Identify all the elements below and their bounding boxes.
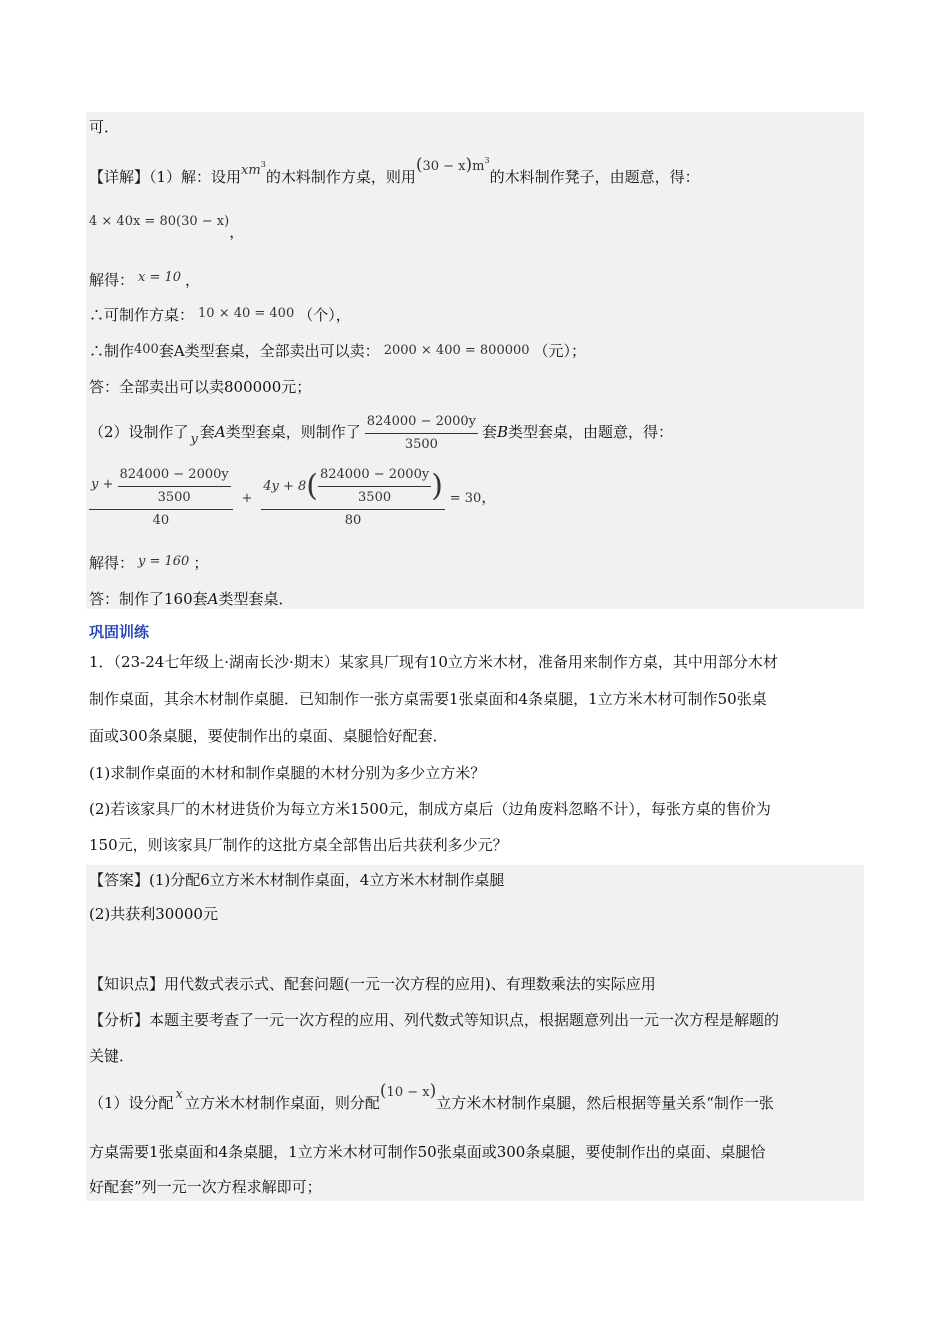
text: 答：全部卖出可以卖800000元； <box>89 378 312 396</box>
text: 的木料制作方桌，则用 <box>265 168 416 186</box>
math-10-x <box>379 1081 437 1101</box>
text: ， <box>481 488 497 506</box>
math-text: y + <box>91 477 114 492</box>
text: （个）， <box>298 306 351 324</box>
math-text: 2000 × 400 = 800000 <box>383 343 530 358</box>
text: （2）设制作了 <box>89 423 189 441</box>
math-text: 10 × 40 = 400 <box>198 306 295 321</box>
math-text: + <box>241 491 253 506</box>
question-2-line-2: 150元，则该家具厂制作的这批方桌全部售出后共获利多少元？ <box>89 836 508 854</box>
analysis-line-3 <box>89 1081 774 1115</box>
text: ， <box>229 223 245 241</box>
text: 套 <box>199 423 215 441</box>
text: ∴可制作方桌： <box>89 306 195 324</box>
fraction-denominator: 3500 <box>404 436 438 452</box>
solution-line-10 <box>89 553 208 575</box>
problem-line-2: 制作桌面，其余木材制作桌腿．已知制作一张方桌需要1张桌面和4条桌腿，1立方米木材可制作50张桌 <box>89 690 767 708</box>
text: 立方米木材制作桌面，则分配 <box>184 1094 380 1112</box>
text: 可． <box>89 118 120 136</box>
text: 套A类型套桌，全部卖出可以卖： <box>158 342 380 360</box>
paren: ( <box>379 1081 387 1101</box>
analysis-line-4: 方桌需要1张桌面和4条桌腿，1立方米木材可制作50张桌面或300条桌腿，要使制作出的桌面、桌腿恰 <box>89 1143 766 1161</box>
answer-2: (2)共获利30000元 <box>89 905 218 923</box>
math-text: = 30 <box>449 491 482 506</box>
solution-line-6 <box>89 341 586 363</box>
analysis-line-5: 好配套”列一元一次方程求解即可； <box>89 1178 322 1196</box>
math-text: 4 × 40x = 80(30 − x) <box>89 214 230 229</box>
solution-line-2 <box>89 155 700 189</box>
math-unit: m <box>472 159 485 174</box>
text: 【详解】（1）解：设用 <box>89 168 242 186</box>
math-30-x-m3 <box>415 155 490 175</box>
text: 的木料制作凳子，由题意，得： <box>489 168 700 186</box>
fraction-1-numerator <box>89 466 233 510</box>
text: ∴制作 <box>89 342 135 360</box>
text: ， <box>185 271 201 289</box>
solution-line-4 <box>89 270 200 292</box>
fraction <box>365 413 478 454</box>
math-text: x = 10 <box>138 270 182 285</box>
solution-line-11 <box>89 589 294 609</box>
fraction-2 <box>261 466 445 530</box>
problem-line-3: 面或300条桌腿，要使制作出的桌面、桌腿恰好配套． <box>89 727 448 745</box>
math-text: y <box>190 432 198 447</box>
text: 解得： <box>89 271 135 289</box>
inner-fraction-1 <box>118 466 231 507</box>
solution-line-7 <box>89 377 311 397</box>
text: 解得： <box>89 554 135 572</box>
paren: ( <box>415 155 423 175</box>
text: 套 <box>482 423 498 441</box>
paren: ) <box>431 468 443 504</box>
fraction-numerator: 824000 − 2000y <box>365 413 478 434</box>
math-text: x <box>175 1087 183 1102</box>
inner-fraction-2 <box>318 466 431 507</box>
text: （1）设分配 <box>89 1094 174 1112</box>
text: 立方米木材制作桌腿，然后根据等量关系“制作一张 <box>436 1094 774 1112</box>
math-sup: 3 <box>260 160 266 169</box>
paren: ) <box>429 1081 437 1101</box>
text: 类型套桌． <box>218 590 294 608</box>
analysis-line-2: 关键． <box>89 1047 135 1065</box>
fraction-1-denominator: 40 <box>152 513 170 528</box>
math-text: 10 − x <box>386 1085 430 1100</box>
fraction-2-numerator <box>261 466 445 510</box>
text: 类型套桌，则制作了 <box>225 423 361 441</box>
analysis-line-1: 【分析】本题主要考查了一元一次方程的应用、列代数式等知识点，根据题意列出一元一次方程是解题的 <box>89 1011 780 1029</box>
equation-1 <box>89 210 245 241</box>
paren: ) <box>465 155 473 175</box>
math-text: xm <box>241 163 261 178</box>
text: B <box>497 423 509 441</box>
knowledge-points: 【知识点】用代数式表示式、配套问题(一元一次方程的应用)、有理数乘法的实际应用 <box>89 975 656 993</box>
fraction-numerator: 824000 − 2000y <box>318 466 431 487</box>
fraction-numerator: 824000 − 2000y <box>118 466 231 487</box>
text: 答：制作了160套 <box>89 590 208 608</box>
math-text: 4y + 8 <box>263 479 307 494</box>
problem-line-1: 1．（23-24七年级上·湖南长沙·期末）某家具厂现有10立方米木材，准备用来制作方桌，其中用部分木材 <box>89 653 778 671</box>
text: （元）； <box>533 342 587 360</box>
text: ； <box>193 554 209 572</box>
question-2-line-1: (2)若该家具厂的木材进货价为每立方米1500元，制成方桌后（边角废料忽略不计），每张方桌的售价为 <box>89 800 771 818</box>
text: A <box>207 590 219 608</box>
paren: ( <box>306 468 318 504</box>
answer-1: 【答案】(1)分配6立方米木材制作桌面，4立方米木材制作桌腿 <box>89 871 505 889</box>
section-title: 巩固训练 <box>89 623 150 641</box>
fraction-denominator: 3500 <box>358 490 392 505</box>
math-text: y = 160 <box>138 554 190 569</box>
solution-line-1 <box>89 117 119 137</box>
math-text: 30 − x <box>422 159 466 174</box>
text: A <box>214 423 226 441</box>
fraction-2-denominator: 80 <box>344 513 362 528</box>
equation-2 <box>89 466 496 530</box>
text: 类型套桌，由题意，得： <box>508 423 674 441</box>
math-xm3 <box>241 160 266 178</box>
solution-line-5 <box>89 305 351 327</box>
math-sup: 3 <box>484 156 490 165</box>
solution-line-8 <box>89 408 673 458</box>
question-1: (1)求制作桌面的木材和制作桌腿的木材分别为多少立方米？ <box>89 764 486 782</box>
fraction-1 <box>89 466 233 530</box>
math-text: 400 <box>134 342 159 357</box>
fraction-denominator: 3500 <box>157 490 191 505</box>
